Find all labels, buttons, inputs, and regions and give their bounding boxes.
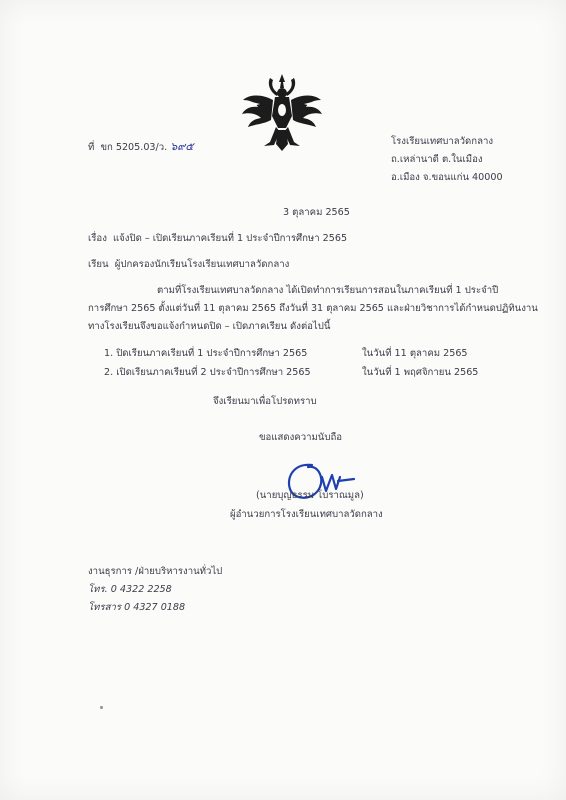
subject-line xyxy=(88,233,347,245)
garuda-emblem-icon xyxy=(240,72,324,152)
closing-request: จึงเรียนมาเพื่อโปรดทราบ xyxy=(213,396,317,407)
schedule-item-2: 2. เปิดเรียนภาคเรียนที่ 2 ประจำปีการศึกษา 2565 xyxy=(104,367,311,378)
school-district: อ.เมือง จ.ขอนแก่น 40000 xyxy=(391,172,503,183)
footer-department: งานธุรการ /ฝ่ายบริหารงานทั่วไป xyxy=(88,566,223,577)
letter-date: 3 ตุลาคม 2565 xyxy=(283,207,350,218)
school-street: ถ.เหล่านาดี ต.ในเมือง xyxy=(391,154,483,165)
reference-label: ที่ xyxy=(88,142,95,153)
closing-salutation: ขอแสดงความนับถือ xyxy=(259,432,343,443)
signer-name: (นายบุญธรรม โบราณมูล) xyxy=(256,490,364,501)
recipient-line xyxy=(88,259,289,271)
signer-position: ผู้อำนวยการโรงเรียนเทศบาลวัดกลาง xyxy=(230,509,383,520)
school-name: โรงเรียนเทศบาลวัดกลาง xyxy=(391,136,494,147)
schedule-date-1: ในวันที่ 11 ตุลาคม 2565 xyxy=(362,348,468,359)
footer-telephone: โทร. 0 4322 2258 xyxy=(88,584,172,595)
body-line-1: ตามที่โรงเรียนเทศบาลวัดกลาง ได้เปิดทำการเรียนการสอนในภาคเรียนที่ 1 ประจำปี xyxy=(157,285,499,296)
recipient-label: เรียน xyxy=(88,259,109,270)
schedule-item-1: 1. ปิดเรียนภาคเรียนที่ 1 ประจำปีการศึกษา 2565 xyxy=(104,348,308,359)
reference-number xyxy=(88,141,194,154)
handwritten-number: ๖๙๕ xyxy=(170,140,194,153)
schedule-date-2: ในวันที่ 1 พฤศจิกายน 2565 xyxy=(362,367,479,378)
scan-speck xyxy=(100,706,103,709)
subject-text: แจ้งปิด – เปิดเรียนภาคเรียนที่ 1 ประจำปีการศึกษา 2565 xyxy=(113,233,348,244)
recipient-text: ผู้ปกครองนักเรียนโรงเรียนเทศบาลวัดกลาง xyxy=(114,259,290,270)
subject-label: เรื่อง xyxy=(88,233,107,244)
body-line-2: การศึกษา 2565 ตั้งแต่วันที่ 11 ตุลาคม 2565 ถึงวันที่ 31 ตุลาคม 2565 และฝ่ายวิชาการได้กำหนดปฏิทินงาน xyxy=(88,303,538,314)
reference-code: ขก 5205.03/ว. xyxy=(100,142,168,153)
footer-fax: โทรสาร 0 4327 0188 xyxy=(88,602,186,613)
body-line-3: ทางโรงเรียนจึงขอแจ้งกำหนดปิด – เปิดภาคเรียน ดังต่อไปนี้ xyxy=(88,321,331,332)
